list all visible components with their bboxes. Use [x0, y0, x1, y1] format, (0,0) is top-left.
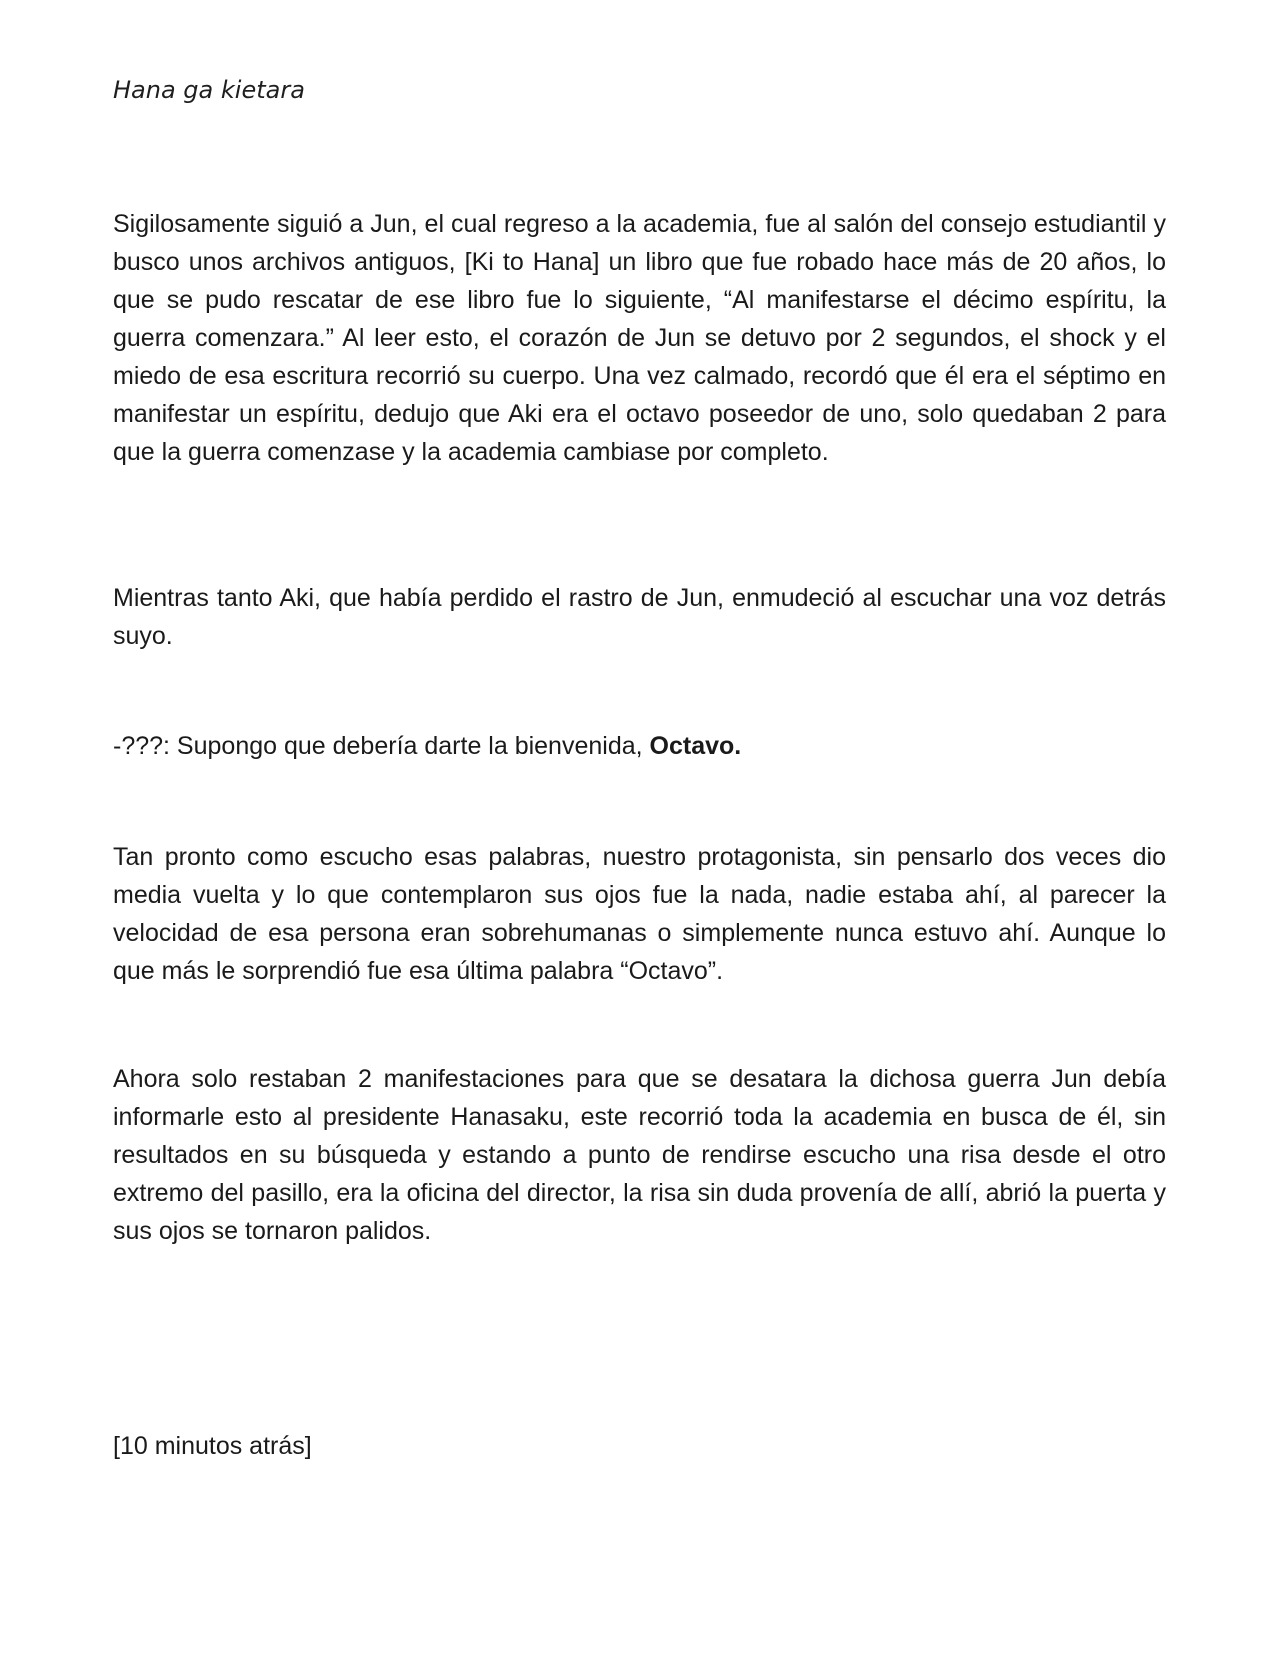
scene-marker: [10 minutos atrás] — [113, 1432, 312, 1460]
paragraph-2: Mientras tanto Aki, que había perdido el rastro de Jun, enmudeció al escuchar una voz detrás suyo. — [113, 584, 1166, 650]
paragraph-dialogue — [113, 727, 1166, 765]
paragraph-4: Tan pronto como escucho esas palabras, nuestro protagonista, sin pensarlo dos veces dio media vuelta y lo que contemplaron sus ojos fue la nada, nadie estaba ahí, al parecer la velocidad de esa persona eran sobrehumanas o simplemente nunca estuvo ahí. Aunque lo que más le sorprendió fue esa última palabra “Octavo”. — [113, 843, 1166, 985]
paragraph-5: Ahora solo restaban 2 manifestaciones para que se desatara la dichosa guerra Jun debía informarle esto al presidente Hanasaku, este recorrió toda la academia en busca de él, sin resultados en su búsqueda y estando a punto de rendirse escucho una risa desde el otro extremo del pasillo, era la oficina del director, la risa sin duda provenía de allí, abrió la puerta y sus ojos se tornaron palidos. — [113, 1065, 1166, 1245]
dialogue-text: -???: Supongo que debería darte la bienvenida, — [113, 732, 650, 760]
document-title: Hana ga kietara — [113, 76, 305, 104]
dialogue-bold-word: Octavo. — [649, 732, 742, 760]
paragraph-1: Sigilosamente siguió a Jun, el cual regreso a la academia, fue al salón del consejo estudiantil y busco unos archivos antiguos, [Ki to Hana] un libro que fue robado hace más de 20 años, lo que se pudo rescatar de ese libro fue lo siguiente, “Al manifestarse el décimo espíritu, la guerra comenzara.” Al leer esto, el corazón de Jun se detuvo por 2 segundos, el shock y el miedo de esa escritura recorrió su cuerpo. Una vez calmado, recordó que él era el séptimo en manifestar un espíritu, dedujo que Aki era el octavo poseedor de uno, solo quedaban 2 para que la guerra comenzase y la academia cambiase por completo. — [113, 210, 1166, 466]
